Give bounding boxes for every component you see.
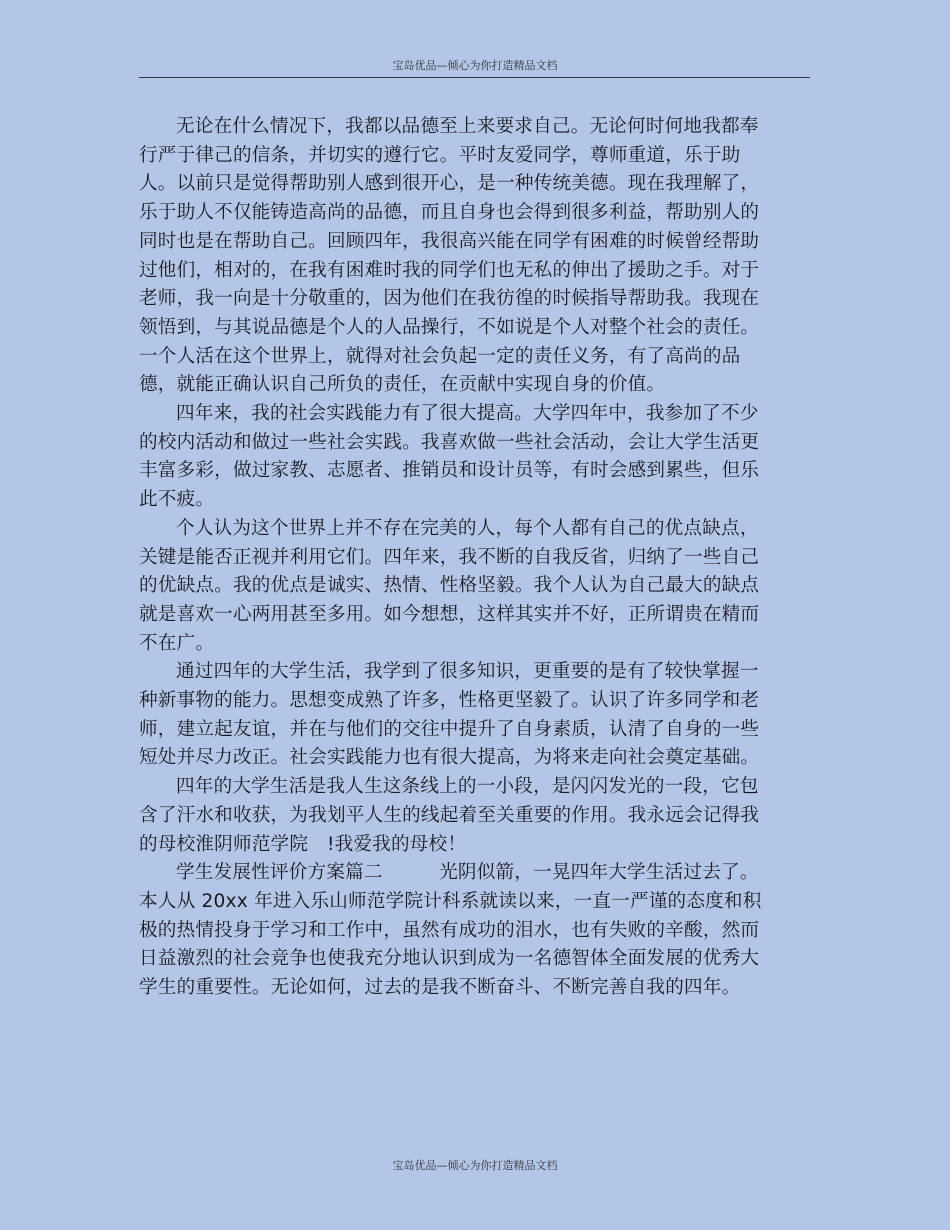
page-header: 宝岛优品—倾心为你打造精品文档 [392, 59, 558, 72]
paragraph-memory: 四年的大学生活是我人生这条线上的一小段，是闪闪发光的一段，它包含了汗水和收获，为我划平人生的线起着至关重要的作用。我永远会记得我的母校淮阴师范学院 !我爱我的母校！ [139, 776, 760, 855]
page-footer: 宝岛优品—倾心为你打造精品文档 [392, 1159, 558, 1172]
header-divider [139, 77, 810, 78]
paragraph-plan-two: 学生发展性评价方案篇二 光阴似箭，一晃四年大学生活过去了。本人从 20xx 年进入乐山师范学院计科系就读以来，一直一严谨的态度和积极的热情投身于学习和工作中，虽然有成功的泪水，也有失败的辛酸，然而日益激烈的社会竞争也使我充分地认识到成为一名德智体全面发展的优秀大学生的重要性。无论如何，过去的是我不断奋斗、不断完善自我的四年。 [139, 862, 762, 999]
paragraph-social-practice: 四年来，我的社会实践能力有了很大提高。大学四年中，我参加了不少的校内活动和做过一些社会实践。我喜欢做一些社会活动，会让大学生活更丰富多彩，做过家教、志愿者、推销员和设计员等，有时会感到累些，但乐此不疲。 [139, 403, 760, 511]
document-body [139, 113, 769, 1003]
paragraph-self-reflection: 个人认为这个世界上并不存在完美的人，每个人都有自己的优点缺点，关键是能否正视并利用它们。四年来，我不断的自我反省，归纳了一些自己的优缺点。我的优点是诚实、热情、性格坚毅。我个人认为自己最大的缺点就是喜欢一心两用甚至多用。如今想想，这样其实并不好，正所谓贵在精而不在广。 [139, 517, 760, 654]
paragraph-morality: 无论在什么情况下，我都以品德至上来要求自己。无论何时何地我都奉行严于律己的信条，并切实的遵行它。平时友爱同学，尊师重道，乐于助人。以前只是觉得帮助别人感到很开心，是一种传统美德。现在我理解了，乐于助人不仅能铸造高尚的品德，而且自身也会得到很多利益，帮助别人的同时也是在帮助自己。回顾四年，我很高兴能在同学有困难的时候曾经帮助过他们，相对的，在我有困难时我的同学们也无私的伸出了援助之手。对于老师，我一向是十分敬重的，因为他们在我彷徨的时候指导帮助我。我现在领悟到，与其说品德是个人的人品操行，不如说是个人对整个社会的责任。一个人活在这个世界上，就得对社会负起一定的责任义务，有了高尚的品德，就能正确认识自己所负的责任，在贡献中实现自身的价值。 [139, 116, 760, 396]
paragraph-growth: 通过四年的大学生活，我学到了很多知识，更重要的是有了较快掌握一种新事物的能力。思想变成熟了许多，性格更坚毅了。认识了许多同学和老师，建立起友谊，并在与他们的交往中提升了自身素质，认清了自身的一些短处并尽力改正。社会实践能力也有很大提高，为将来走向社会奠定基础。 [139, 661, 760, 769]
